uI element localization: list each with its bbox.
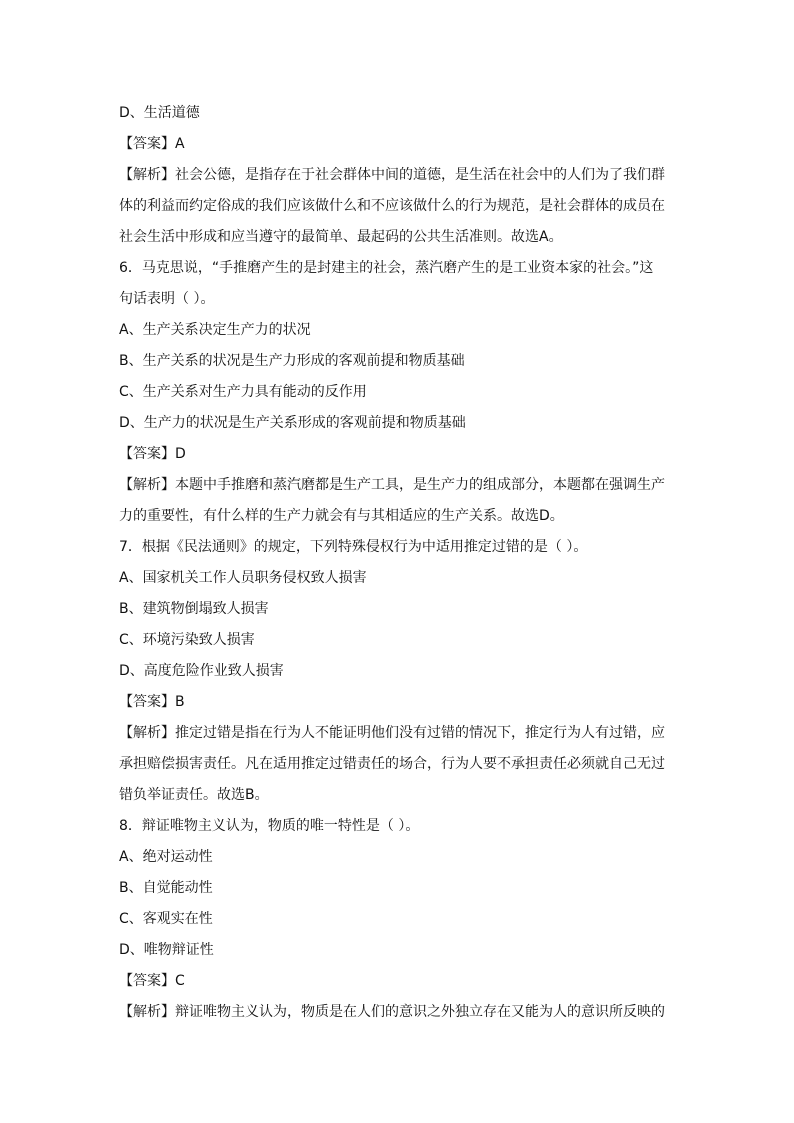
analysis-q7-line-3: 错负举证责任。故选B。 bbox=[119, 787, 269, 803]
answer-q7: 【答案】B bbox=[119, 694, 185, 710]
option-b-q7: B、建筑物倒塌致人损害 bbox=[119, 601, 269, 617]
answer-q6: 【答案】D bbox=[119, 446, 186, 462]
option-b-q6: B、生产关系的状况是生产力形成的客观前提和物质基础 bbox=[119, 353, 465, 369]
option-c-q6: C、生产关系对生产力具有能动的反作用 bbox=[119, 384, 367, 400]
analysis-q5-line-2: 体的利益而约定俗成的我们应该做什么和不应该做什么的行为规范，是社会群体的成员在 bbox=[119, 198, 665, 214]
option-d-q5: D、生活道德 bbox=[119, 105, 200, 121]
option-a-q6: A、生产关系决定生产力的状况 bbox=[119, 322, 311, 338]
analysis-q7-line-1: 【解析】推定过错是指在行为人不能证明他们没有过错的情况下，推定行为人有过错，应 bbox=[119, 725, 665, 741]
option-d-q6: D、生产力的状况是生产关系形成的客观前提和物质基础 bbox=[119, 415, 466, 431]
option-a-q7: A、国家机关工作人员职务侵权致人损害 bbox=[119, 570, 367, 586]
analysis-q6-line-2: 力的重要性，有什么样的生产力就会有与其相适应的生产关系。故选D。 bbox=[119, 508, 564, 524]
question-6-line-2: 句话表明（ ）。 bbox=[119, 291, 215, 307]
option-a-q8: A、绝对运动性 bbox=[119, 849, 213, 865]
question-8: 8．辩证唯物主义认为，物质的唯一特性是（ ）。 bbox=[119, 818, 420, 834]
option-d-q8: D、唯物辩证性 bbox=[119, 942, 214, 958]
option-c-q8: C、客观实在性 bbox=[119, 911, 213, 927]
answer-q8: 【答案】C bbox=[119, 973, 185, 989]
option-b-q8: B、自觉能动性 bbox=[119, 880, 213, 896]
option-c-q7: C、环境污染致人损害 bbox=[119, 632, 255, 648]
option-d-q7: D、高度危险作业致人损害 bbox=[119, 663, 284, 679]
answer-q5: 【答案】A bbox=[119, 136, 185, 152]
analysis-q5-line-3: 社会生活中形成和应当遵守的最简单、最起码的公共生活准则。故选A。 bbox=[119, 229, 563, 245]
question-6-line-1: 6．马克思说，“手推磨产生的是封建主的社会，蒸汽磨产生的是工业资本家的社会。”这 bbox=[119, 260, 654, 276]
analysis-q8-line-1: 【解析】辩证唯物主义认为，物质是在人们的意识之外独立存在又能为人的意识所反映的 bbox=[119, 1004, 665, 1020]
question-7: 7．根据《民法通则》的规定，下列特殊侵权行为中适用推定过错的是（ ）。 bbox=[119, 539, 588, 555]
analysis-q5-line-1: 【解析】社会公德，是指存在于社会群体中间的道德，是生活在社会中的人们为了我们群 bbox=[119, 167, 665, 183]
analysis-q7-line-2: 承担赔偿损害责任。凡在适用推定过错责任的场合，行为人要不承担责任必须就自己无过 bbox=[119, 756, 665, 772]
analysis-q6-line-1: 【解析】本题中手推磨和蒸汽磨都是生产工具，是生产力的组成部分，本题都在强调生产 bbox=[119, 477, 665, 493]
